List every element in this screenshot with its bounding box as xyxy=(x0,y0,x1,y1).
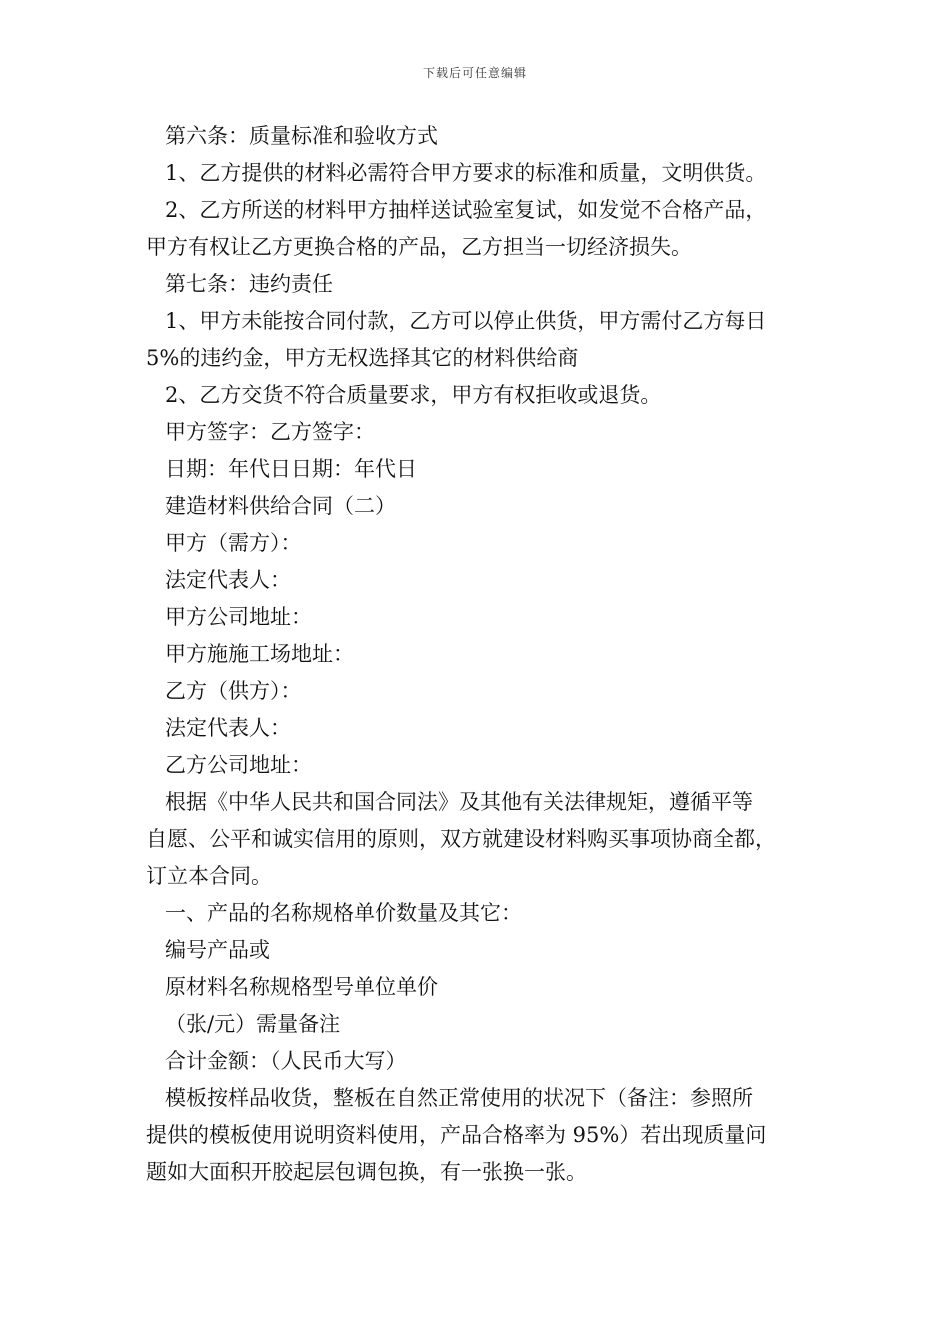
text-line: 一、产品的名称规格单价数量及其它： xyxy=(165,901,522,925)
text-line: 编号产品或 xyxy=(165,938,270,962)
text-line: 自愿、公平和诚实信用的原则，双方就建设材料购买事项协商全都， xyxy=(146,827,776,851)
text-line: 甲方施施工场地址： xyxy=(165,642,354,666)
text-line: 日期：年代日日期：年代日 xyxy=(165,457,417,481)
text-line: 2、乙方所送的材料甲方抽样送试验室复试，如发觉不合格产品， xyxy=(165,198,767,222)
text-line: 甲方公司地址： xyxy=(165,605,312,629)
text-line: 第七条：违约责任 xyxy=(165,272,333,296)
text-line: 第六条：质量标准和验收方式 xyxy=(165,124,438,148)
text-line: 根据《中华人民共和国合同法》及其他有关法律规矩，遵循平等 xyxy=(165,790,753,814)
text-line: 甲方有权让乙方更换合格的产品，乙方担当一切经济损失。 xyxy=(146,235,692,259)
text-line: 1、甲方未能按合同付款，乙方可以停止供货，甲方需付乙方每日 xyxy=(165,309,767,333)
text-line: 建造材料供给合同（二） xyxy=(165,494,396,518)
text-line: （张/元）需量备注 xyxy=(165,1012,341,1036)
text-line: 法定代表人： xyxy=(165,716,291,740)
text-line: 乙方公司地址： xyxy=(165,753,312,777)
document-body xyxy=(146,118,826,1191)
text-line: 2、乙方交货不符合质量要求，甲方有权拒收或退货。 xyxy=(165,383,662,407)
text-line: 题如大面积开胶起层包调包换，有一张换一张。 xyxy=(146,1160,587,1184)
text-line: 1、乙方提供的材料必需符合甲方要求的标准和质量，文明供货。 xyxy=(165,161,767,185)
text-line: 提供的模板使用说明资料使用，产品合格率为 95%）若出现质量问 xyxy=(146,1123,767,1147)
text-line: 甲方（需方）： xyxy=(165,531,302,555)
text-line: 原材料名称规格型号单位单价 xyxy=(165,975,438,999)
text-line: 订立本合同。 xyxy=(146,864,272,888)
text-line: 法定代表人： xyxy=(165,568,291,592)
text-line: 模板按样品收货，整板在自然正常使用的状况下（备注：参照所 xyxy=(165,1086,753,1110)
text-line: 合计金额：（人民币大写） xyxy=(165,1049,407,1073)
text-line: 甲方签字：乙方签字： xyxy=(165,420,375,444)
text-line: 5%的违约金，甲方无权选择其它的材料供给商 xyxy=(146,346,579,370)
page-header: 下载后可任意编辑 xyxy=(422,66,527,80)
text-line: 乙方（供方）： xyxy=(165,679,302,703)
